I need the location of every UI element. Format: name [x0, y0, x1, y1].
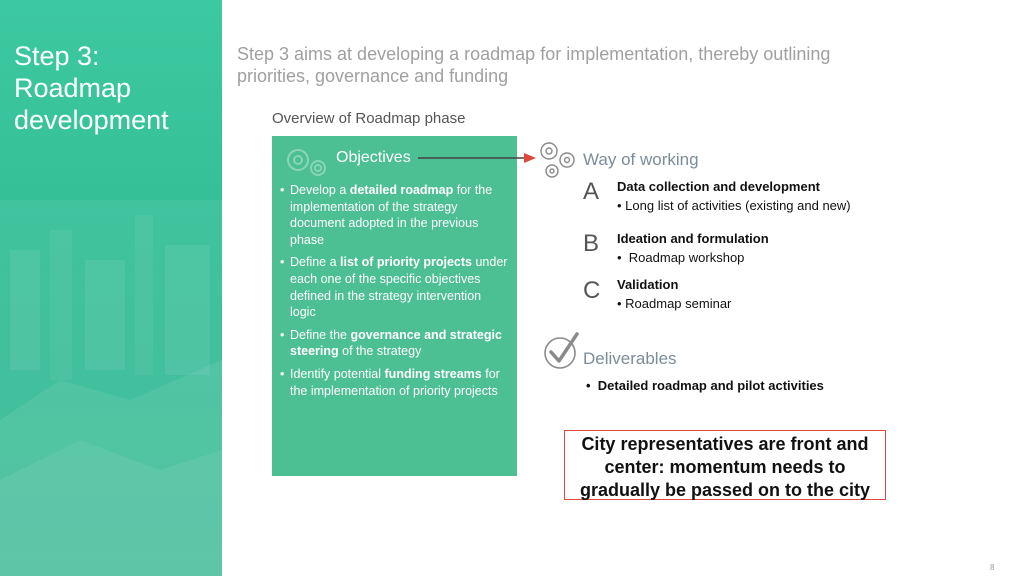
step-heading: Validation	[617, 277, 679, 292]
objectives-title: Objectives	[336, 149, 411, 166]
section-title-line: development	[14, 105, 169, 135]
deliverable-item: • Detailed roadmap and pilot activities	[586, 378, 824, 393]
section-title-line: Roadmap	[14, 73, 132, 103]
step-heading: Data collection and development	[617, 179, 820, 194]
deliverables-title: Deliverables	[583, 349, 677, 368]
list-item: • Develop a detailed roadmap for the implementation of the strategy document adopted in the previous phase	[280, 182, 510, 248]
step-heading: Ideation and formulation	[617, 231, 769, 246]
callout-line: center: momentum needs to	[604, 457, 846, 477]
checkmark-icon	[541, 330, 581, 370]
way-of-working-title: Way of working	[583, 150, 699, 169]
gears-icon	[535, 138, 581, 182]
callout-box	[564, 430, 886, 500]
intro-line: priorities, governance and funding	[237, 66, 509, 86]
page-number: 8	[990, 563, 995, 572]
step-item: • Long list of activities (existing and new)	[617, 198, 851, 213]
callout-line: City representatives are front and	[581, 434, 869, 454]
gear-icon	[278, 140, 332, 184]
section-title	[14, 40, 214, 136]
objectives-list	[280, 182, 510, 405]
callout-line: gradually be passed on to the city	[579, 480, 871, 500]
step-letter: B	[583, 230, 600, 257]
intro-text	[237, 43, 957, 87]
step-item: • Roadmap seminar	[617, 296, 732, 311]
step-item: • Roadmap workshop	[617, 250, 745, 265]
arrow-connector	[418, 151, 538, 165]
list-item: • Define a list of priority projects under each one of the specific objectives defined in the strategy intervention logic	[280, 254, 510, 320]
list-item: • Identify potential funding streams for the implementation of priority projects	[280, 366, 510, 399]
sidebar-panel	[0, 0, 222, 576]
section-title-line: Step 3:	[14, 41, 100, 71]
step-letter: A	[583, 178, 600, 205]
intro-line: Step 3 aims at developing a roadmap for implementation, thereby outlining	[237, 44, 831, 64]
step-letter: C	[583, 277, 601, 304]
overview-label: Overview of Roadmap phase	[272, 110, 466, 127]
list-item: • Define the governance and strategic steering of the strategy	[280, 327, 510, 360]
